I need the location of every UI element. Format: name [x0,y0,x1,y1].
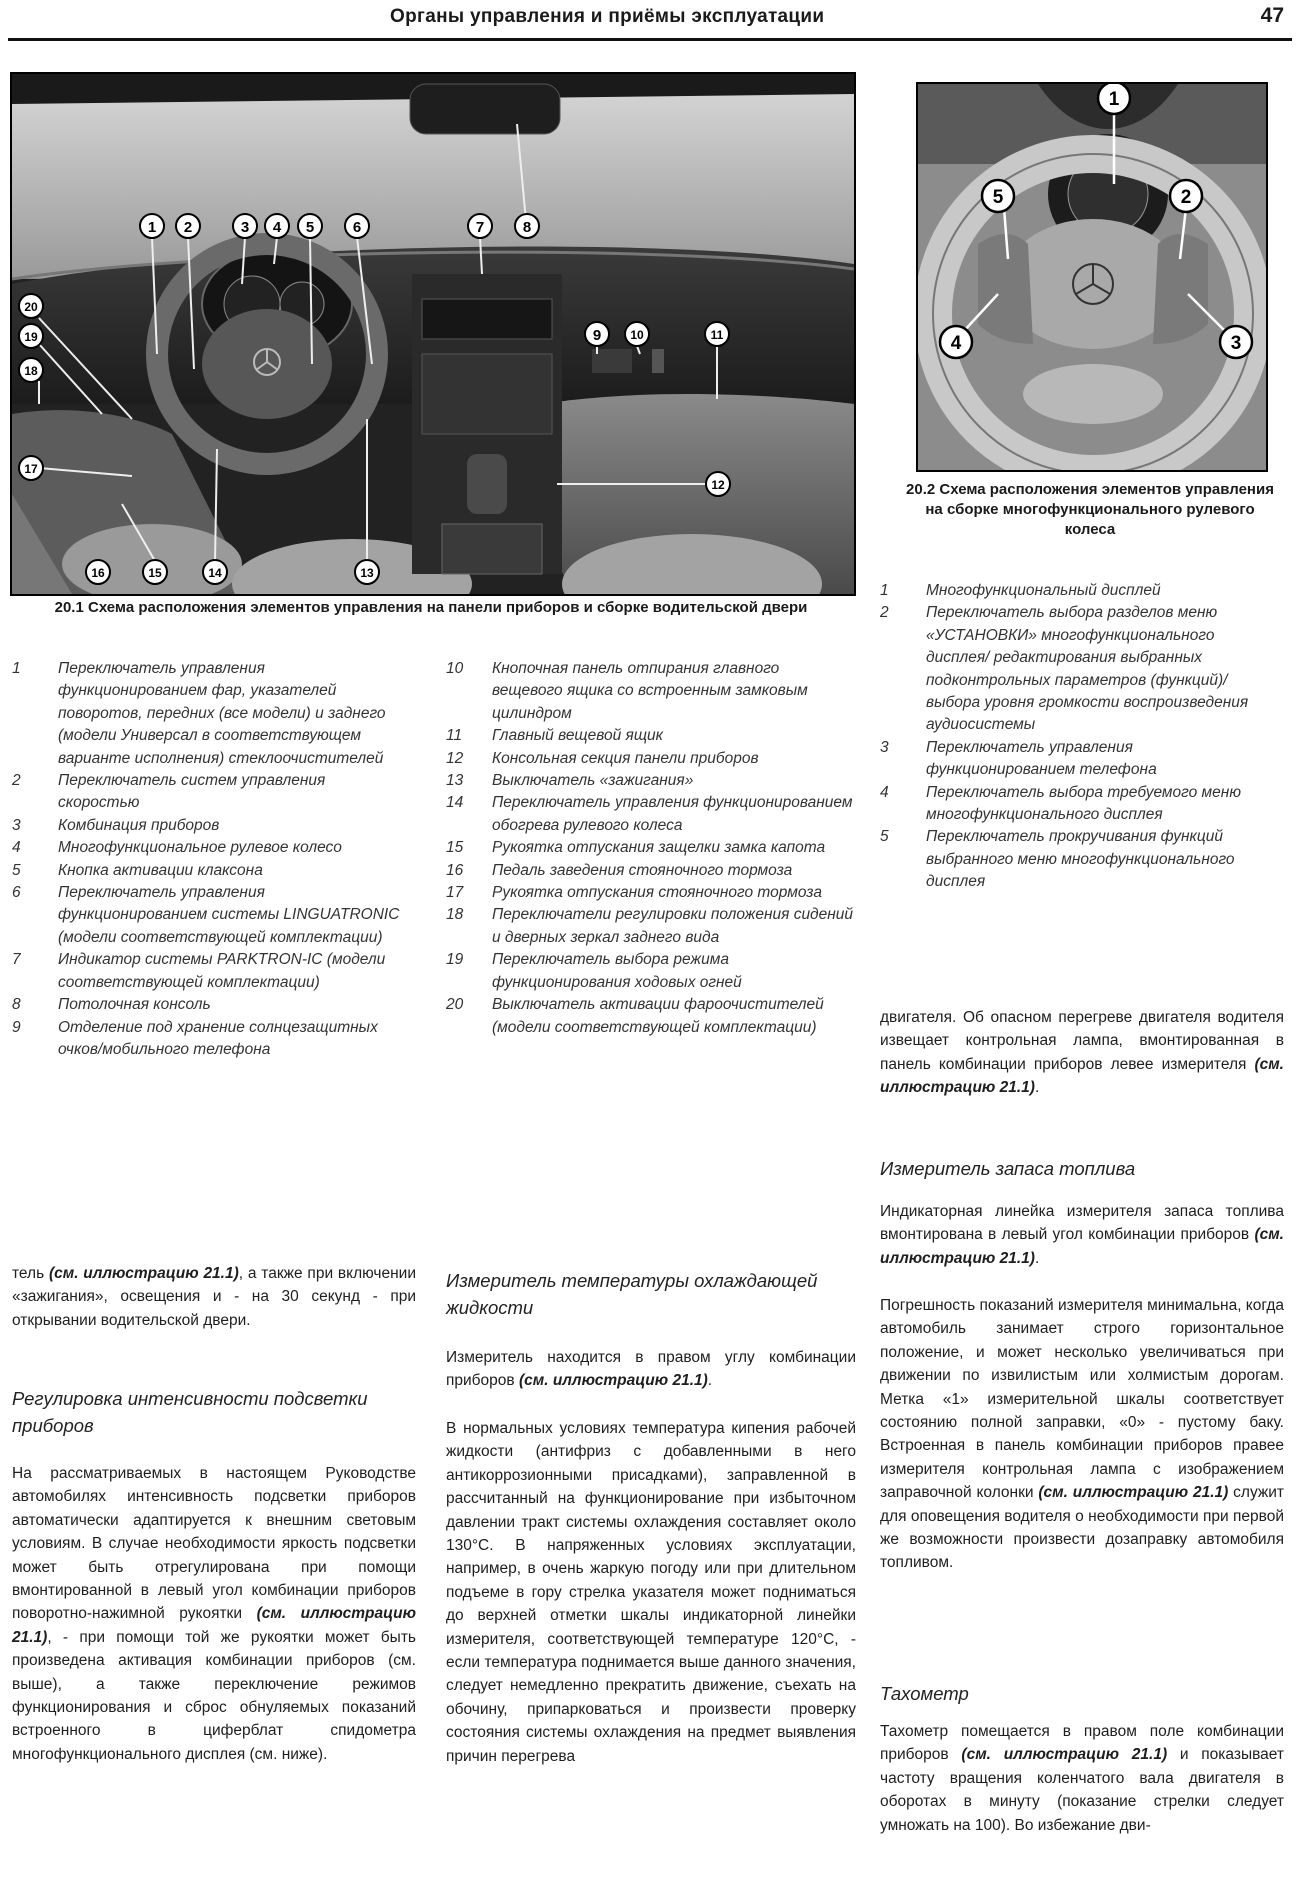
callout-label: 1 [147,219,157,236]
legend-item: 9 Отделение под хранение солнцезащитных очков/мобильного телефона [12,1018,378,1058]
column3-paragraph2: Индикаторная линейка измерителя запаса топлива вмонтирована в левый угол комбинации приборов (см. иллюстрацию 21.1). [880,1203,1284,1267]
column3-heading-fuel: Измеритель запаса топлива [880,1158,1136,1179]
callout-label: 12 [711,478,725,492]
callout-label: 13 [360,566,374,580]
legend-item: 14 Переключатель управления функционированием обогрева рулевого колеса [446,794,853,834]
column2-paragraph2: В нормальных условиях температура кипения рабочей жидкости (антифриз с добавленными в него антикоррозионными присадками), заправленной в рассчитанный на функционирование при избыточном давлении тракт системы охлаждения составляет около 130°С. В напряженных условиях эксплуатации, например, в очень жаркую погоду или при длительном подъеме в гору стрелка указателя может подниматься до верхней отметки шкалы индикаторной линейки измерителя, соответствующей температуре 120°С, - если температура поднимается выше данного значения, следует немедленно прекратить движение, съехать на обочину, припарковаться и произвести проверку состояния системы охлаждения на предмет выявления причин перегрева [446,1420,856,1765]
column2-paragraph1: Измеритель находится в правом углу комбинации приборов (см. иллюстрацию 21.1). [446,1349,856,1390]
callout-label: 2 [183,219,193,236]
legend-item: 12 Консольная секция панели приборов [446,749,759,767]
legend-item: 5 Переключатель прокручивания функций выбранного меню многофункционального дисплея [880,828,1235,891]
callout-label: 17 [24,462,38,476]
legend-item: 7 Индикатор системы PARKTRON-IC (модели соответствующей комплектации) [12,951,386,991]
callout-label: 5 [305,219,315,236]
page-number: 47 [1260,4,1284,27]
callout-label: 1 [1108,89,1120,110]
running-title: Органы управления и приёмы эксплуатации [390,6,825,27]
callout-label: 15 [148,566,162,580]
callout-label: 9 [592,327,602,344]
callout-label: 8 [522,219,532,236]
callout-label: 16 [91,566,105,580]
column1-paragraph1: тель (см. иллюстрацию 21.1), а также при включении «зажигания», освещения и - на 30 секунд - при открывании водительской двери. [12,1265,416,1329]
legend-figure1-part2 [446,658,854,1039]
legend-figure2 [880,580,1280,894]
callout-label: 19 [24,330,38,344]
legend-item: 18 Переключатели регулировки положения сидений и дверных зеркал заднего вида [446,906,854,946]
legend-item: 1 Многофункциональный дисплей [880,582,1161,599]
dashboard-photo [10,72,856,596]
callout-label: 3 [240,219,250,236]
legend-figure1-part1 [12,658,400,1061]
callout-label: 4 [950,333,962,354]
column3-paragraph1: двигателя. Об опасном перегреве двигателя водителя извещает контрольная лампа, вмонтированная в панель комбинации приборов левее измерителя (см. иллюстрацию 21.1). [880,1009,1284,1097]
legend-item: 16 Педаль заведения стояночного тормоза [446,861,793,879]
legend-item: 10 Кнопочная панель отпирания главного вещевого ящика со встроенным замковым цилиндром [446,660,808,722]
callout-label: 11 [710,328,724,342]
legend-item: 17 Рукоятка отпускания стояночного тормоза [446,884,822,902]
page-header [8,2,1292,41]
legend-item: 3 Переключатель управления функционированием телефона [880,738,1157,779]
callout-label: 5 [992,187,1004,208]
legend-item: 15 Рукоятка отпускания защелки замка капота [446,839,826,857]
column2-heading: Измеритель температуры охлаждающей жидкости [446,1270,818,1318]
legend-item: 4 Многофункциональное рулевое колесо [12,839,342,857]
callout-label: 3 [1230,333,1242,354]
legend-item: 19 Переключатель выбора режима функционирования ходовых огней [446,951,742,991]
legend-item: 5 Кнопка активации клаксона [12,861,263,879]
legend-item: 6 Переключатель управления функционированием системы LINGUATRONIC (модели соответствующей комплектации) [12,884,400,946]
callout-label: 20 [24,300,38,314]
legend-item: 2 Переключатель систем управления скоростью [12,772,326,812]
column3-paragraph4: Тахометр помещается в правом поле комбинации приборов (см. иллюстрацию 21.1) и показывает частоту вращения коленчатого вала двигателя в оборотах в минуту (показание стрелки следует умножать на 100). Во избежание дви- [880,1723,1284,1834]
legend-item: 8 Потолочная консоль [12,996,211,1014]
callout-label: 6 [352,219,362,236]
legend-item: 3 Комбинация приборов [12,816,220,834]
callout-label: 2 [1180,187,1192,208]
callout-label: 14 [208,566,222,580]
figure1-caption: 20.1 Схема расположения элементов управления на панели приборов и сборке водительской двери [54,599,808,616]
callout-label: 18 [24,364,38,378]
column1-paragraph2: На рассматриваемых в настоящем Руководстве автомобилях интенсивность подсветки приборов автоматически адаптируется к внешним световым условиям. В случае необходимости яркость подсветки может быть отрегулирована при помощи вмонтированной в левый угол комбинации приборов поворотно-нажимной рукоятки (см. иллюстрацию 21.1), - при помощи той же рукоятки может быть произведена активация комбинации приборов (см. выше), а также переключение режимов функционирования и сброс обнуляемых показаний встроенного в циферблат спидометра многофункционального дисплея (см. ниже). [12,1465,416,1763]
steering-wheel-photo [916,82,1268,472]
callout-label: 7 [475,219,485,236]
legend-item: 13 Выключатель «зажигания» [446,772,694,790]
legend-item: 11 Главный вещевой ящик [446,727,663,745]
column3-paragraph3: Погрешность показаний измерителя минимальна, когда автомобиль занимает строго горизонтальное положение, и может несколько увеличиваться при движении по извилистым или холмистым дорогам. Метка «1» измерительной шкалы соответствует состоянию полной заправки, «0» - пустому баку. Встроенная в панель комбинации приборов правее измерителя контрольная лампа с изображением заправочной колонки (см. иллюстрацию 21.1) служит для оповещения водителя о необходимости при первой же возможности произвести дозаправку автомобиля топливом. [880,1297,1285,1572]
callout-label: 4 [272,219,282,236]
legend-item: 1 Переключатель управления функционированием фар, указателей поворотов, передних (все модели) и заднего (модели Универсал в соответствующем варианте исполнения) стеклоочистителей [12,660,386,767]
callout-label: 10 [630,328,644,342]
figure2-caption: 20.2 Схема расположения элементов управления на сборке многофункционального рулевого колеса [906,481,1274,538]
column3-heading-tachometer: Тахометр [880,1683,969,1704]
legend-item: 20 Выключатель активации фароочистителей (модели соответствующей комплектации) [446,996,824,1036]
legend-item: 4 Переключатель выбора требуемого меню многофункционального дисплея [880,783,1241,824]
column1-heading: Регулировка интенсивности подсветки приборов [12,1388,368,1436]
legend-item: 2 Переключатель выбора разделов меню «УСТАНОВКИ» многофункционального дисплея/ редактирования выбранных подконтрольных параметров (функций)/выбора уровня громкости воспроизведения аудиосистемы [880,604,1249,734]
